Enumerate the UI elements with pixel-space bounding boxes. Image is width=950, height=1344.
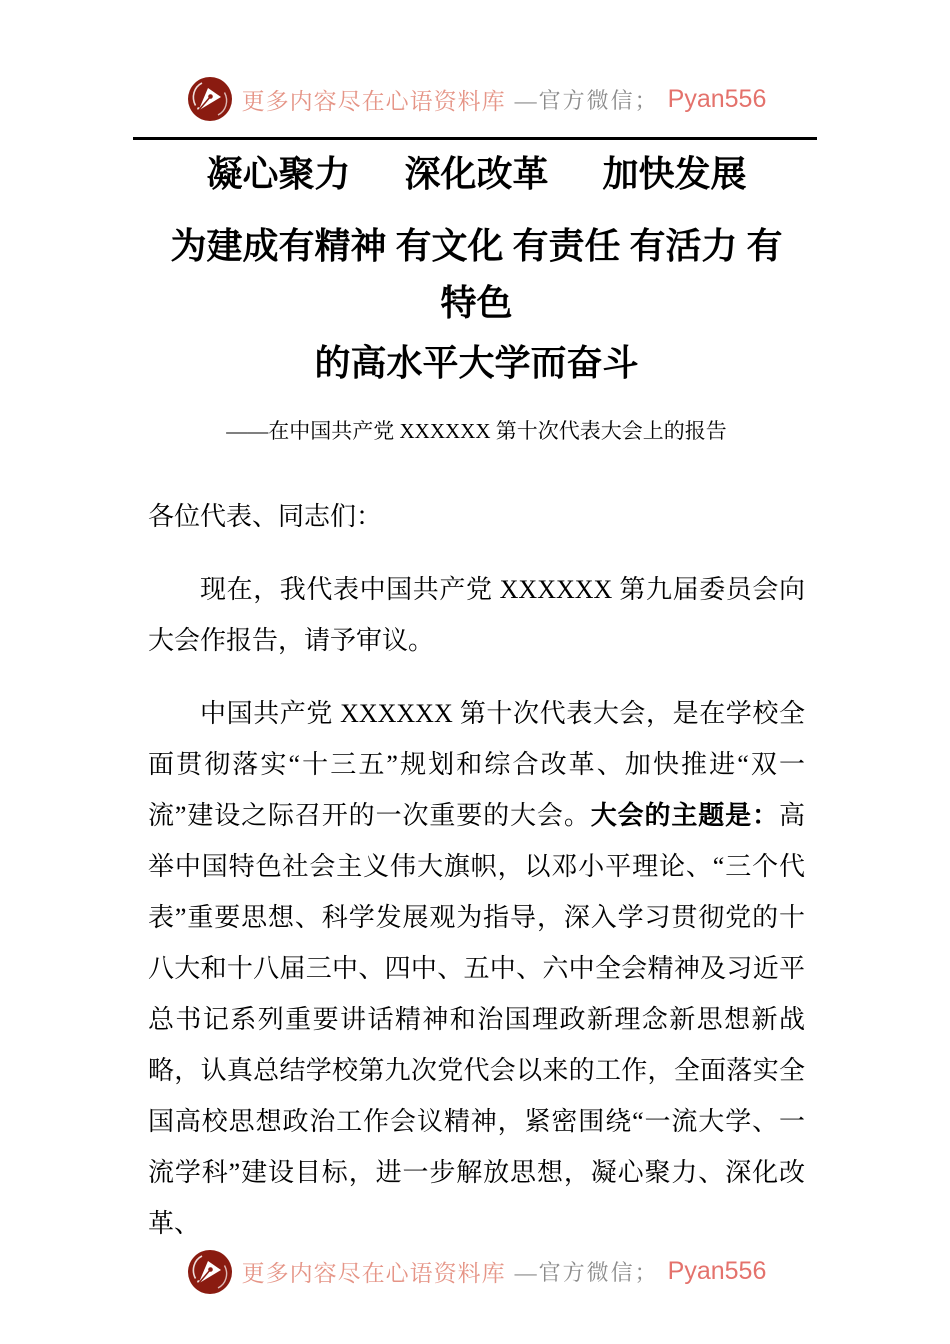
pen-nib-logo-icon xyxy=(187,76,233,122)
document-content xyxy=(148,140,805,1249)
header-wechat-label: —官方微信； xyxy=(514,87,659,113)
title-line-3: 的高水平大学而奋斗 xyxy=(314,343,639,384)
paragraph-2-pre: 中国共产党 XXXXXX 第十次代表大会，是在学校全面贯彻落实“十三五”规划和综合改革、加快推进“双一流”建设之际召开的一次重要的大会。 xyxy=(148,698,805,830)
paragraph-2-post: 高举中国特色社会主义伟大旗帜，以邓小平理论、“三个代表”重要思想、科学发展观为指导，深入学习贯彻党的十八大和十八届三中、四中、五中、六中全会精神及习近平总书记系列重要讲话精神和治国理政新理念新思想新战略，认真总结学校第九次党代会以来的工作，全面落实全国高校思想政治工作会议精神，紧密围绕“一流大学、一流学科”建设目标，进一步解放思想，凝心聚力、深化改革、 xyxy=(148,800,805,1238)
pen-nib-logo-icon xyxy=(187,1249,233,1295)
header-brand-text: 更多内容尽在心语资料库 xyxy=(241,88,506,114)
footer-wechat-label: —官方微信； xyxy=(514,1260,659,1286)
title-part-2: 深化改革 xyxy=(404,154,549,194)
page-header xyxy=(148,76,805,140)
title-line-2-row-1: 为建成有精神 有文化 有责任 有活力 有 xyxy=(170,226,783,267)
paragraph-2 xyxy=(148,688,805,1249)
footer-brand xyxy=(148,1249,805,1295)
page-footer xyxy=(148,1249,805,1295)
title-line-2 xyxy=(148,218,805,332)
header-wechat-id: Pyan556 xyxy=(667,84,767,113)
title-line-2-row-2: 特色 xyxy=(440,283,513,324)
footer-brand-text: 更多内容尽在心语资料库 xyxy=(241,1261,506,1287)
paragraph-2-bold-phrase: 大会的主题是： xyxy=(590,800,779,830)
footer-wechat-id: Pyan556 xyxy=(667,1257,767,1286)
report-byline: ——在中国共产党 XXXXXX 第十次代表大会上的报告 xyxy=(226,419,727,444)
title-line-1 xyxy=(148,153,805,196)
paragraph-1: 现在，我代表中国共产党 XXXXXX 第九届委员会向大会作报告，请予审议。 xyxy=(148,574,805,655)
title-part-1: 凝心聚力 xyxy=(206,154,351,194)
salutation: 各位代表、同志们： xyxy=(148,501,383,531)
title-part-3: 加快发展 xyxy=(602,154,747,194)
header-brand xyxy=(148,76,805,122)
